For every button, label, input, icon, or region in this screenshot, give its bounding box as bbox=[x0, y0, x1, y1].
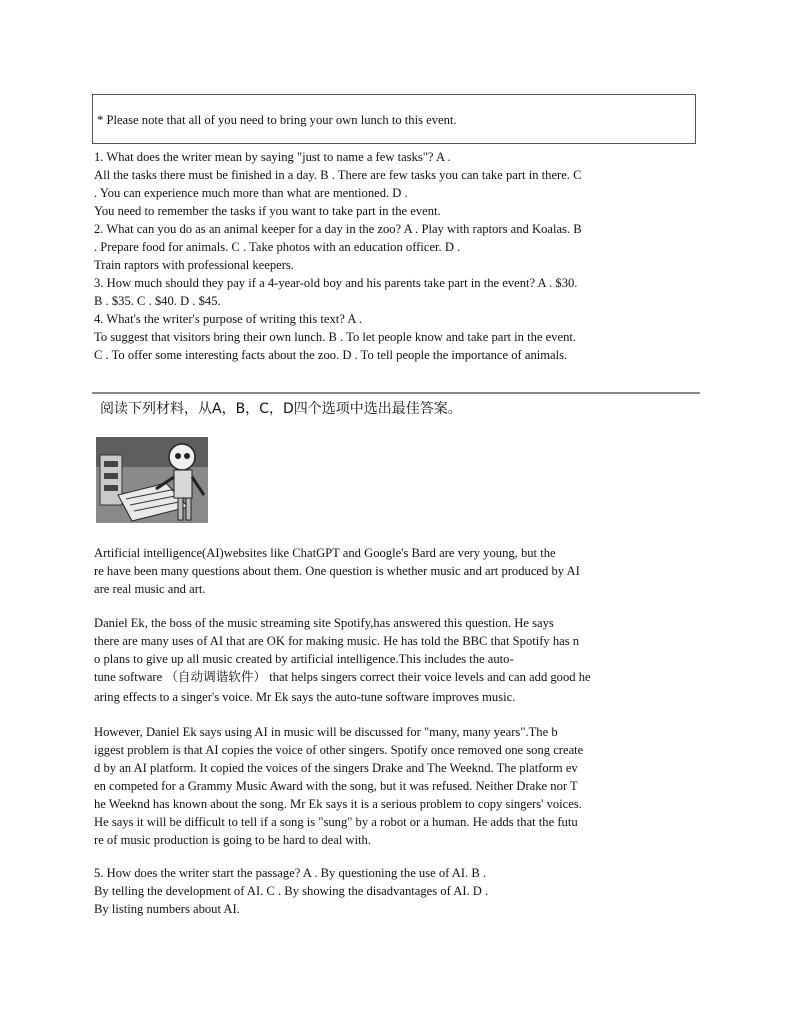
passage-line: Daniel Ek, the boss of the music streaming site Spotify,has answered this question. He says bbox=[94, 616, 554, 630]
q-line: 3. How much should they pay if a 4-year-old boy and his parents take part in the event? A . $30. bbox=[94, 276, 578, 290]
passage-line: tune software （自动调谐软件） that helps singers correct their voice levels and can add good he bbox=[94, 670, 591, 684]
note-box bbox=[92, 94, 696, 144]
passage-line: He says it will be difficult to tell if a song is "sung" by a robot or a human. He adds that the futu bbox=[94, 815, 578, 829]
q-line: All the tasks there must be finished in a day. B . There are few tasks you can take part in there. C bbox=[94, 168, 582, 182]
passage-line: re have been many questions about them. One question is whether music and art produced by AI bbox=[94, 564, 580, 578]
passage-line: Artificial intelligence(AI)websites like ChatGPT and Google's Bard are very young, but the bbox=[94, 546, 556, 560]
section-heading: 阅读下列材料，从A，B，C，D四个选项中选出最佳答案。 bbox=[100, 401, 462, 417]
passage-line: iggest problem is that AI copies the voice of other singers. Spotify once removed one song create bbox=[94, 743, 584, 757]
passage-line: d by an AI platform. It copied the voices of the singers Drake and The Weeknd. The platform ev bbox=[94, 761, 578, 775]
passage-line: he Weeknd has known about the song. Mr Ek says it is a serious problem to copy singers' voices. bbox=[94, 797, 582, 811]
robot-photo bbox=[96, 437, 208, 523]
section-divider bbox=[92, 392, 700, 394]
q-line: B . $35. C . $40. D . $45. bbox=[94, 294, 221, 308]
passage-line: However, Daniel Ek says using AI in music will be discussed for "many, many years".The b bbox=[94, 725, 558, 739]
q5-line: By listing numbers about AI. bbox=[94, 902, 240, 916]
passage-line: en competed for a Grammy Music Award with the song, but it was refused. Neither Drake nor T bbox=[94, 779, 578, 793]
q-line: 1. What does the writer mean by saying "just to name a few tasks"? A . bbox=[94, 150, 451, 164]
q5-line: By telling the development of AI. C . By showing the disadvantages of AI. D . bbox=[94, 884, 489, 898]
q-line: To suggest that visitors bring their own lunch. B . To let people know and take part in the event. bbox=[94, 330, 577, 344]
passage-line: o plans to give up all music created by artificial intelligence.This includes the auto- bbox=[94, 652, 514, 666]
passage-line: there are many uses of AI that are OK for making music. He has told the BBC that Spotify has n bbox=[94, 634, 580, 648]
q-line: . Prepare food for animals. C . Take photos with an education officer. D . bbox=[94, 240, 461, 254]
passage-line: are real music and art. bbox=[94, 582, 206, 596]
passage-line: aring effects to a singer's voice. Mr Ek says the auto-tune software improves music. bbox=[94, 690, 516, 704]
q5-line: 5. How does the writer start the passage? A . By questioning the use of AI. B . bbox=[94, 866, 487, 880]
robot-playing-keyboard-icon bbox=[96, 437, 208, 523]
q-line: 4. What's the writer's purpose of writing this text? A . bbox=[94, 312, 363, 326]
passage-line: re of music production is going to be hard to deal with. bbox=[94, 833, 372, 847]
q-line: C . To offer some interesting facts about the zoo. D . To tell people the importance of animals. bbox=[94, 348, 568, 362]
note-text: * Please note that all of you need to bring your own lunch to this event. bbox=[97, 113, 457, 127]
q-line: 2. What can you do as an animal keeper for a day in the zoo? A . Play with raptors and Koalas. B bbox=[94, 222, 582, 236]
q-line: Train raptors with professional keepers. bbox=[94, 258, 294, 272]
q-line: You need to remember the tasks if you want to take part in the event. bbox=[94, 204, 441, 218]
q-line: . You can experience much more than what are mentioned. D . bbox=[94, 186, 408, 200]
